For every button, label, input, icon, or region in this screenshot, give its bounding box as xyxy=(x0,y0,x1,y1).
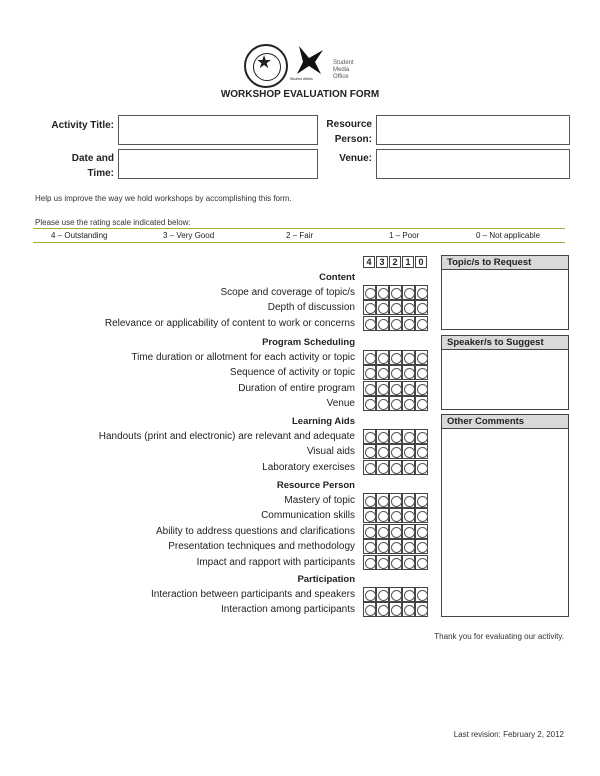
radio-circle-icon xyxy=(365,303,376,314)
rating-option-3[interactable] xyxy=(376,555,389,570)
rating-option-1[interactable] xyxy=(402,285,415,300)
radio-circle-icon xyxy=(404,542,415,553)
radio-circle-icon xyxy=(378,353,389,364)
other-comments-box[interactable] xyxy=(441,429,569,617)
other-comments-header: Other Comments xyxy=(441,414,569,429)
rating-option-1[interactable] xyxy=(402,429,415,444)
rating-option-4[interactable] xyxy=(363,300,376,315)
rating-header-2: 2 xyxy=(389,256,401,268)
rating-option-4[interactable] xyxy=(363,429,376,444)
radio-circle-icon xyxy=(404,384,415,395)
rating-option-2[interactable] xyxy=(389,365,402,380)
venue-label: Venue: xyxy=(339,153,372,164)
radio-circle-icon xyxy=(365,511,376,522)
rating-option-4[interactable] xyxy=(363,381,376,396)
radio-circle-icon xyxy=(417,590,428,601)
rating-option-0[interactable] xyxy=(415,365,428,380)
radio-circle-icon xyxy=(404,463,415,474)
rating-header-1: 1 xyxy=(402,256,414,268)
rating-option-3[interactable] xyxy=(376,300,389,315)
criterion-label: Depth of discussion xyxy=(267,302,355,314)
radio-circle-icon xyxy=(365,558,376,569)
rating-option-4[interactable] xyxy=(363,350,376,365)
radio-circle-icon xyxy=(404,319,415,330)
radio-circle-icon xyxy=(417,303,428,314)
radio-circle-icon xyxy=(365,399,376,410)
rating-option-2[interactable] xyxy=(389,381,402,396)
section-title: Resource Person xyxy=(276,480,355,491)
topics-to-request-header: Topic/s to Request xyxy=(441,255,569,270)
radio-circle-icon xyxy=(417,353,428,364)
rating-option-0[interactable] xyxy=(415,493,428,508)
radio-circle-icon xyxy=(417,463,428,474)
rating-option-4[interactable] xyxy=(363,285,376,300)
rating-option-4[interactable] xyxy=(363,444,376,459)
rating-option-2[interactable] xyxy=(389,285,402,300)
rating-option-3[interactable] xyxy=(376,460,389,475)
radio-circle-icon xyxy=(378,303,389,314)
rating-option-0[interactable] xyxy=(415,587,428,602)
radio-circle-icon xyxy=(391,590,402,601)
criterion-label: Time duration or allotment for each activity or topic xyxy=(131,352,355,363)
radio-circle-icon xyxy=(378,319,389,330)
criterion-label: Handouts (print and electronic) are relevant and adequate xyxy=(98,431,355,442)
radio-circle-icon xyxy=(417,527,428,538)
rating-option-3[interactable] xyxy=(376,602,389,617)
radio-circle-icon xyxy=(404,496,415,507)
radio-circle-icon xyxy=(378,605,389,616)
date-time-field[interactable] xyxy=(118,149,318,179)
radio-circle-icon xyxy=(365,432,376,443)
scale-poor: 1 – Poor xyxy=(389,231,420,240)
rating-option-0[interactable] xyxy=(415,396,428,411)
radio-circle-icon xyxy=(378,399,389,410)
criterion-label: Interaction among participants xyxy=(221,604,355,616)
radio-circle-icon xyxy=(391,399,402,410)
radio-circle-icon xyxy=(365,353,376,364)
radio-circle-icon xyxy=(417,432,428,443)
rating-option-4[interactable] xyxy=(363,508,376,523)
radio-circle-icon xyxy=(391,303,402,314)
rating-option-3[interactable] xyxy=(376,539,389,554)
radio-circle-icon xyxy=(391,447,402,458)
radio-circle-icon xyxy=(378,527,389,538)
speakers-to-suggest-box[interactable] xyxy=(441,350,569,410)
scale-fair: 2 – Fair xyxy=(286,231,314,240)
rating-option-1[interactable] xyxy=(402,396,415,411)
intro-text: Help us improve the way we hold workshops by accomplishing this form. xyxy=(35,194,292,203)
rating-option-1[interactable] xyxy=(402,460,415,475)
criterion-label: Laboratory exercises xyxy=(262,461,355,473)
rating-option-0[interactable] xyxy=(415,524,428,539)
criterion-label: Scope and coverage of topic/s xyxy=(220,287,355,298)
radio-circle-icon xyxy=(378,511,389,522)
radio-circle-icon xyxy=(365,447,376,458)
rating-option-0[interactable] xyxy=(415,602,428,617)
radio-circle-icon xyxy=(378,542,389,553)
rating-option-0[interactable] xyxy=(415,444,428,459)
scale-divider-bottom xyxy=(33,242,565,243)
radio-circle-icon xyxy=(404,605,415,616)
rating-option-2[interactable] xyxy=(389,396,402,411)
rating-option-4[interactable] xyxy=(363,602,376,617)
radio-circle-icon xyxy=(378,558,389,569)
radio-circle-icon xyxy=(404,447,415,458)
radio-circle-icon xyxy=(378,463,389,474)
radio-circle-icon xyxy=(417,384,428,395)
activity-title-label: Activity Title: xyxy=(51,120,114,131)
radio-circle-icon xyxy=(404,399,415,410)
radio-circle-icon xyxy=(391,288,402,299)
radio-circle-icon xyxy=(391,463,402,474)
radio-circle-icon xyxy=(378,590,389,601)
radio-circle-icon xyxy=(391,527,402,538)
radio-circle-icon xyxy=(365,288,376,299)
rating-option-1[interactable] xyxy=(402,381,415,396)
radio-circle-icon xyxy=(404,590,415,601)
rating-option-2[interactable] xyxy=(389,587,402,602)
rating-option-2[interactable] xyxy=(389,316,402,331)
resource-person-field[interactable] xyxy=(376,115,570,145)
section-title: Program Scheduling xyxy=(262,337,355,348)
rating-option-0[interactable] xyxy=(415,300,428,315)
rating-option-3[interactable] xyxy=(376,381,389,396)
last-revision: Last revision: February 2, 2012 xyxy=(453,730,564,739)
radio-circle-icon xyxy=(365,384,376,395)
radio-circle-icon xyxy=(365,496,376,507)
radio-circle-icon xyxy=(378,432,389,443)
radio-circle-icon xyxy=(391,384,402,395)
radio-circle-icon xyxy=(404,303,415,314)
section-title: Participation xyxy=(297,574,355,585)
radio-circle-icon xyxy=(391,558,402,569)
radio-circle-icon xyxy=(378,496,389,507)
rating-option-1[interactable] xyxy=(402,602,415,617)
rating-option-3[interactable] xyxy=(376,587,389,602)
rating-option-0[interactable] xyxy=(415,316,428,331)
form-title: WORKSHOP EVALUATION FORM xyxy=(220,89,380,100)
radio-circle-icon xyxy=(365,590,376,601)
topics-to-request-box[interactable] xyxy=(441,270,569,330)
scale-note: Please use the rating scale indicated below: xyxy=(35,218,191,227)
rating-option-3[interactable] xyxy=(376,429,389,444)
rating-option-1[interactable] xyxy=(402,316,415,331)
radio-circle-icon xyxy=(365,368,376,379)
rating-option-0[interactable] xyxy=(415,508,428,523)
rating-option-0[interactable] xyxy=(415,539,428,554)
rating-option-3[interactable] xyxy=(376,350,389,365)
student-affairs-star-logo xyxy=(295,44,325,78)
rating-option-3[interactable] xyxy=(376,524,389,539)
criterion-label: Venue xyxy=(326,398,355,410)
radio-circle-icon xyxy=(391,511,402,522)
radio-circle-icon xyxy=(391,496,402,507)
rating-option-2[interactable] xyxy=(389,300,402,315)
rating-option-2[interactable] xyxy=(389,539,402,554)
radio-circle-icon xyxy=(365,542,376,553)
rating-option-2[interactable] xyxy=(389,460,402,475)
rating-option-0[interactable] xyxy=(415,285,428,300)
rating-option-0[interactable] xyxy=(415,429,428,444)
rating-header-3: 3 xyxy=(376,256,388,268)
radio-circle-icon xyxy=(417,558,428,569)
criterion-label: Ability to address questions and clarifications xyxy=(156,525,355,537)
rating-option-0[interactable] xyxy=(415,555,428,570)
radio-circle-icon xyxy=(404,353,415,364)
rating-option-4[interactable] xyxy=(363,493,376,508)
date-time-label: Date and Time: xyxy=(71,153,114,179)
rating-option-1[interactable] xyxy=(402,365,415,380)
rating-option-3[interactable] xyxy=(376,396,389,411)
radio-circle-icon xyxy=(404,511,415,522)
rating-option-3[interactable] xyxy=(376,508,389,523)
university-seal-logo: ★ xyxy=(244,44,288,88)
radio-circle-icon xyxy=(404,368,415,379)
radio-circle-icon xyxy=(417,542,428,553)
rating-option-1[interactable] xyxy=(402,300,415,315)
venue-field[interactable] xyxy=(376,149,570,179)
radio-circle-icon xyxy=(417,368,428,379)
criterion-label: Duration of entire program xyxy=(238,382,355,394)
rating-option-3[interactable] xyxy=(376,365,389,380)
star-logo-caption: Student Affairs xyxy=(290,77,313,81)
radio-circle-icon xyxy=(417,399,428,410)
rating-option-0[interactable] xyxy=(415,460,428,475)
rating-option-2[interactable] xyxy=(389,429,402,444)
radio-circle-icon xyxy=(391,353,402,364)
section-title: Content xyxy=(319,272,355,283)
rating-option-3[interactable] xyxy=(376,316,389,331)
office-name: Student Media Office xyxy=(333,60,354,80)
criterion-label: Interaction between participants and speakers xyxy=(150,589,355,600)
criterion-label: Sequence of activity or topic xyxy=(229,367,355,379)
thank-you-note: Thank you for evaluating our activity. xyxy=(434,632,564,641)
radio-circle-icon xyxy=(391,368,402,379)
rating-option-4[interactable] xyxy=(363,396,376,411)
radio-circle-icon xyxy=(365,319,376,330)
radio-circle-icon xyxy=(404,527,415,538)
activity-title-field[interactable] xyxy=(118,115,318,145)
rating-option-1[interactable] xyxy=(402,493,415,508)
radio-circle-icon xyxy=(365,463,376,474)
rating-option-2[interactable] xyxy=(389,508,402,523)
radio-circle-icon xyxy=(391,432,402,443)
radio-circle-icon xyxy=(378,447,389,458)
criterion-label: Impact and rapport with participants xyxy=(196,556,355,568)
radio-circle-icon xyxy=(404,432,415,443)
criterion-label: Visual aids xyxy=(306,446,355,458)
rating-option-1[interactable] xyxy=(402,524,415,539)
rating-header-0: 0 xyxy=(415,256,427,268)
criterion-label: Relevance or applicability of content to work or concerns xyxy=(104,317,355,329)
rating-option-4[interactable] xyxy=(363,460,376,475)
rating-option-2[interactable] xyxy=(389,350,402,365)
radio-circle-icon xyxy=(365,605,376,616)
scale-very-good: 3 – Very Good xyxy=(163,231,215,240)
criterion-label: Communication skills xyxy=(261,510,355,522)
rating-option-3[interactable] xyxy=(376,444,389,459)
rating-option-1[interactable] xyxy=(402,555,415,570)
rating-option-3[interactable] xyxy=(376,285,389,300)
rating-option-4[interactable] xyxy=(363,587,376,602)
scale-outstanding: 4 – Outstanding xyxy=(51,231,108,240)
section-title: Learning Aids xyxy=(292,416,355,427)
rating-option-1[interactable] xyxy=(402,539,415,554)
radio-circle-icon xyxy=(417,288,428,299)
rating-option-0[interactable] xyxy=(415,381,428,396)
rating-option-0[interactable] xyxy=(415,350,428,365)
speakers-to-suggest-header: Speaker/s to Suggest xyxy=(441,335,569,350)
rating-option-1[interactable] xyxy=(402,508,415,523)
rating-option-1[interactable] xyxy=(402,444,415,459)
radio-circle-icon xyxy=(417,447,428,458)
radio-circle-icon xyxy=(404,558,415,569)
rating-option-1[interactable] xyxy=(402,587,415,602)
scale-divider-top xyxy=(33,228,565,229)
radio-circle-icon xyxy=(378,368,389,379)
rating-option-2[interactable] xyxy=(389,493,402,508)
rating-option-2[interactable] xyxy=(389,602,402,617)
radio-circle-icon xyxy=(417,496,428,507)
rating-option-4[interactable] xyxy=(363,555,376,570)
radio-circle-icon xyxy=(391,319,402,330)
rating-option-1[interactable] xyxy=(402,350,415,365)
rating-option-4[interactable] xyxy=(363,316,376,331)
radio-circle-icon xyxy=(378,384,389,395)
rating-option-2[interactable] xyxy=(389,444,402,459)
criterion-label: Presentation techniques and methodology xyxy=(168,541,355,553)
scale-not-applicable: 0 – Not applicable xyxy=(476,231,541,240)
rating-option-4[interactable] xyxy=(363,524,376,539)
radio-circle-icon xyxy=(417,605,428,616)
rating-option-2[interactable] xyxy=(389,524,402,539)
criterion-label: Mastery of topic xyxy=(284,495,355,506)
rating-option-4[interactable] xyxy=(363,539,376,554)
rating-option-4[interactable] xyxy=(363,365,376,380)
rating-header-4: 4 xyxy=(363,256,375,268)
radio-circle-icon xyxy=(391,605,402,616)
radio-circle-icon xyxy=(391,542,402,553)
radio-circle-icon xyxy=(404,288,415,299)
radio-circle-icon xyxy=(365,527,376,538)
rating-option-2[interactable] xyxy=(389,555,402,570)
radio-circle-icon xyxy=(417,511,428,522)
radio-circle-icon xyxy=(417,319,428,330)
radio-circle-icon xyxy=(378,288,389,299)
resource-person-label: Resource Person: xyxy=(326,119,372,145)
rating-option-3[interactable] xyxy=(376,493,389,508)
